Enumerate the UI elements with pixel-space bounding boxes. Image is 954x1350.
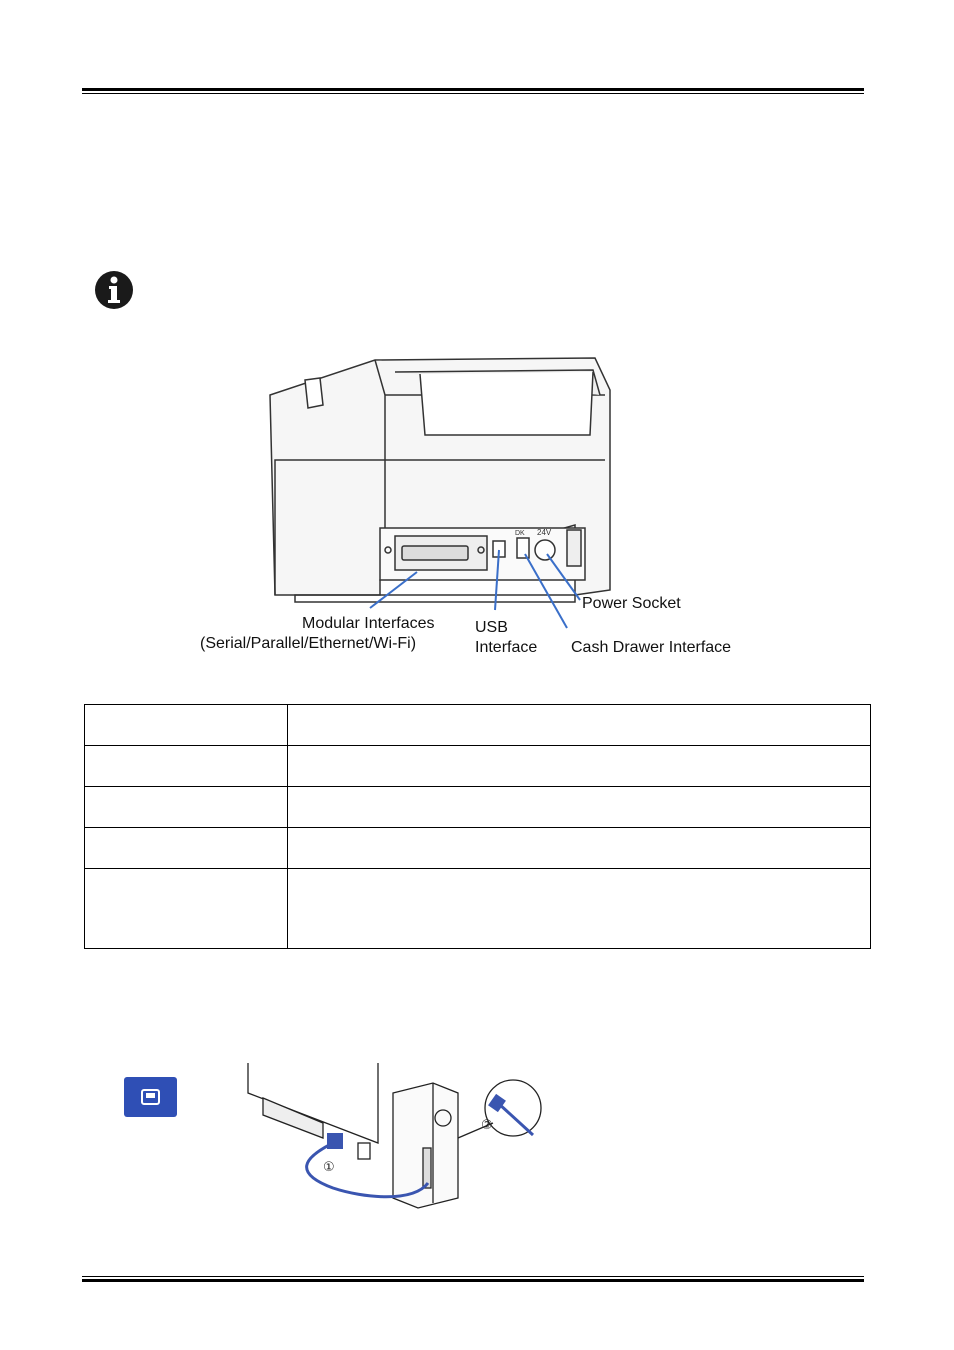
table-cell bbox=[85, 828, 288, 869]
usb-connection-illustration bbox=[243, 1063, 543, 1213]
table-cell bbox=[85, 746, 288, 787]
cash-drawer-interface-label: Cash Drawer Interface bbox=[571, 639, 732, 656]
usb-port-icon bbox=[124, 1077, 177, 1117]
table-cell bbox=[288, 705, 871, 746]
usb-interface-label-1: USB bbox=[475, 619, 508, 636]
info-icon bbox=[94, 270, 134, 310]
power-socket-label: Power Socket bbox=[582, 595, 681, 612]
table-row bbox=[85, 869, 871, 949]
modular-interfaces-sub-label: (Serial/Parallel/Ethernet/Wi-Fi) bbox=[200, 635, 417, 652]
table-row bbox=[85, 828, 871, 869]
usb-interface-label-2: Interface bbox=[475, 639, 538, 656]
footer-rule bbox=[82, 1276, 864, 1282]
table-row bbox=[85, 787, 871, 828]
volt-mark: 24V bbox=[537, 528, 552, 537]
table-cell bbox=[288, 746, 871, 787]
table-row bbox=[85, 705, 871, 746]
usb-connection-figure bbox=[243, 1063, 543, 1213]
table-row bbox=[85, 746, 871, 787]
header-rule bbox=[82, 88, 864, 94]
interface-table bbox=[84, 704, 871, 949]
table-cell bbox=[288, 869, 871, 949]
table-cell bbox=[85, 787, 288, 828]
dk-mark: DK bbox=[515, 530, 525, 537]
modular-interfaces-label: Modular Interfaces bbox=[302, 615, 435, 632]
table-cell bbox=[288, 787, 871, 828]
table-cell bbox=[288, 828, 871, 869]
step-1-marker: ① bbox=[323, 1160, 335, 1175]
table-cell bbox=[85, 869, 288, 949]
table-cell bbox=[85, 705, 288, 746]
step-2-marker: ② bbox=[481, 1118, 493, 1133]
printer-rear-figure bbox=[195, 350, 755, 665]
